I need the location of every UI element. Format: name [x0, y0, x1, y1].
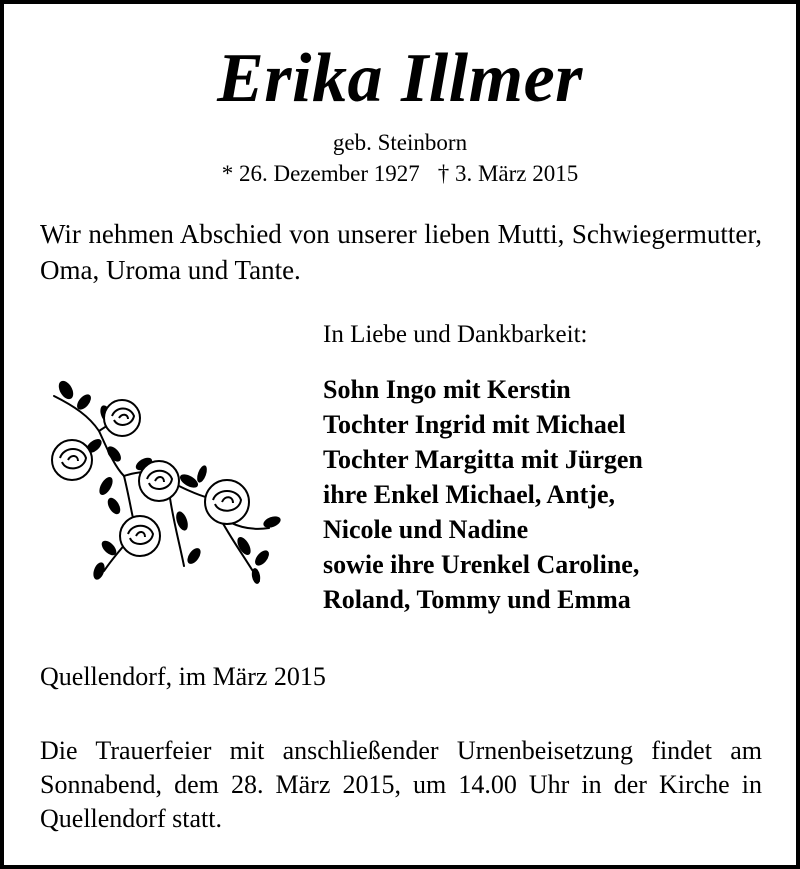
mourner-line: Nicole und Nadine: [323, 515, 529, 544]
birth-date: * 26. Dezember 1927: [221, 161, 420, 186]
mourner-line: Tochter Ingrid mit Michael: [323, 410, 626, 439]
life-dates: [4, 162, 796, 185]
mourner-line: Sohn Ingo mit Kerstin: [323, 375, 571, 404]
maiden-name: geb. Steinborn: [332, 130, 468, 155]
thanks-line: In Liebe und Dankbarkeit:: [323, 321, 588, 348]
rose-2: [52, 440, 92, 480]
mourners-list: [323, 372, 643, 617]
ceremony-details: Die Trauerfeier mit anschließender Urnenbeisetzung findet am Sonnabend, dem 28. März 2015, um 14.00 Uhr in der Kirche in Quellendorf statt.: [40, 736, 762, 833]
rose-1: [104, 400, 140, 436]
mourner-line: sowie ihre Urenkel Caroline,: [323, 550, 640, 579]
rose-5: [120, 516, 160, 556]
place-and-date: Quellendorf, im März 2015: [40, 662, 326, 691]
mourner-line: Roland, Tommy und Emma: [323, 585, 631, 614]
mourner-line: Tochter Margitta mit Jürgen: [323, 445, 643, 474]
rose-3: [139, 461, 179, 501]
mourner-line: ihre Enkel Michael, Antje,: [323, 480, 616, 509]
deceased-name: Erika Illmer: [217, 40, 583, 117]
rose-4: [205, 480, 249, 524]
farewell-text: Wir nehmen Abschied von unserer lieben Mutti, Schwiegermutter, Oma, Uroma und Tante.: [40, 219, 762, 285]
death-date: † 3. März 2015: [437, 161, 579, 186]
roses-illustration: [44, 376, 284, 591]
